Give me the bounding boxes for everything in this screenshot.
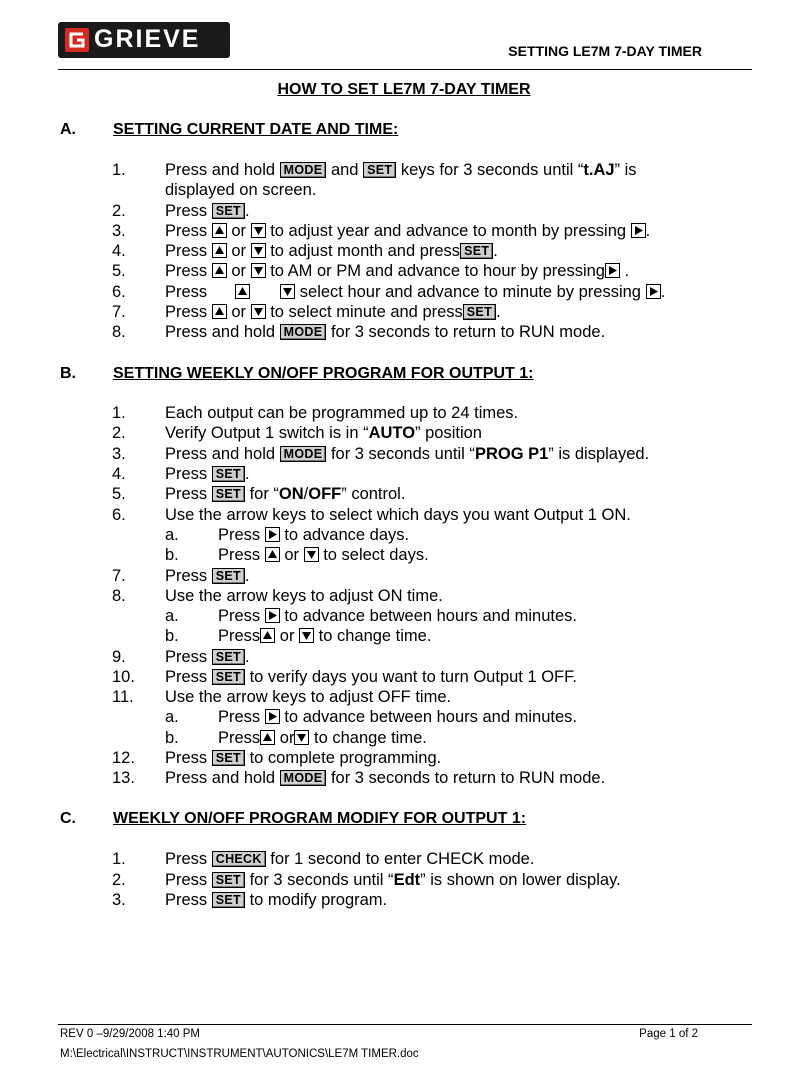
up-arrow-key-icon (212, 223, 227, 238)
section-letter: A. (60, 121, 76, 138)
set-key: SET (212, 669, 245, 685)
up-arrow-key-icon (265, 547, 280, 562)
up-arrow-key-icon (212, 243, 227, 258)
page-number: Page 1 of 2 (639, 1028, 698, 1040)
down-arrow-key-icon (304, 547, 319, 562)
down-arrow-key-icon (251, 304, 266, 319)
right-arrow-key-icon (265, 709, 280, 724)
set-key: SET (212, 872, 245, 888)
section-title: WEEKLY ON/OFF PROGRAM MODIFY FOR OUTPUT 1: (113, 810, 527, 827)
mode-key: MODE (280, 770, 327, 786)
right-arrow-key-icon (605, 263, 620, 278)
mode-key: MODE (280, 446, 327, 462)
down-arrow-key-icon (251, 223, 266, 238)
set-key: SET (212, 750, 245, 766)
mode-key: MODE (280, 324, 327, 340)
mode-key: MODE (280, 162, 327, 178)
down-arrow-key-icon (251, 263, 266, 278)
header-title: SETTING LE7M 7-DAY TIMER (508, 43, 702, 59)
up-arrow-key-icon (260, 628, 275, 643)
section-title: SETTING WEEKLY ON/OFF PROGRAM FOR OUTPUT 1: (113, 365, 534, 382)
up-arrow-key-icon (212, 304, 227, 319)
up-arrow-key-icon (235, 284, 250, 299)
header-divider (58, 69, 752, 70)
section-letter: B. (60, 365, 76, 382)
right-arrow-key-icon (265, 608, 280, 623)
down-arrow-key-icon (251, 243, 266, 258)
up-arrow-key-icon (212, 263, 227, 278)
right-arrow-key-icon (646, 284, 661, 299)
set-key: SET (212, 892, 245, 908)
set-key: SET (212, 568, 245, 584)
check-key: CHECK (212, 851, 266, 867)
set-key: SET (212, 649, 245, 665)
file-path: M:\Electrical\INSTRUCT\INSTRUMENT\AUTONICS\LE7M TIMER.doc (60, 1048, 419, 1060)
revision-info: REV 0 –9/29/2008 1:40 PM (60, 1028, 201, 1040)
up-arrow-key-icon (260, 730, 275, 745)
down-arrow-key-icon (280, 284, 295, 299)
down-arrow-key-icon (294, 730, 309, 745)
grieve-logo (58, 22, 230, 58)
set-key: SET (363, 162, 396, 178)
grieve-logo-icon (65, 28, 89, 52)
footer-divider (58, 1024, 752, 1025)
set-key: SET (460, 243, 493, 259)
down-arrow-key-icon (299, 628, 314, 643)
set-key: SET (212, 486, 245, 502)
document-title: HOW TO SET LE7M 7-DAY TIMER (277, 81, 531, 98)
logo-text: GRIEVE (94, 25, 201, 53)
set-key: SET (463, 304, 496, 320)
section-letter: C. (60, 810, 76, 827)
set-key: SET (212, 466, 245, 482)
set-key: SET (212, 203, 245, 219)
right-arrow-key-icon (265, 527, 280, 542)
right-arrow-key-icon (631, 223, 646, 238)
section-title: SETTING CURRENT DATE AND TIME: (113, 121, 399, 138)
